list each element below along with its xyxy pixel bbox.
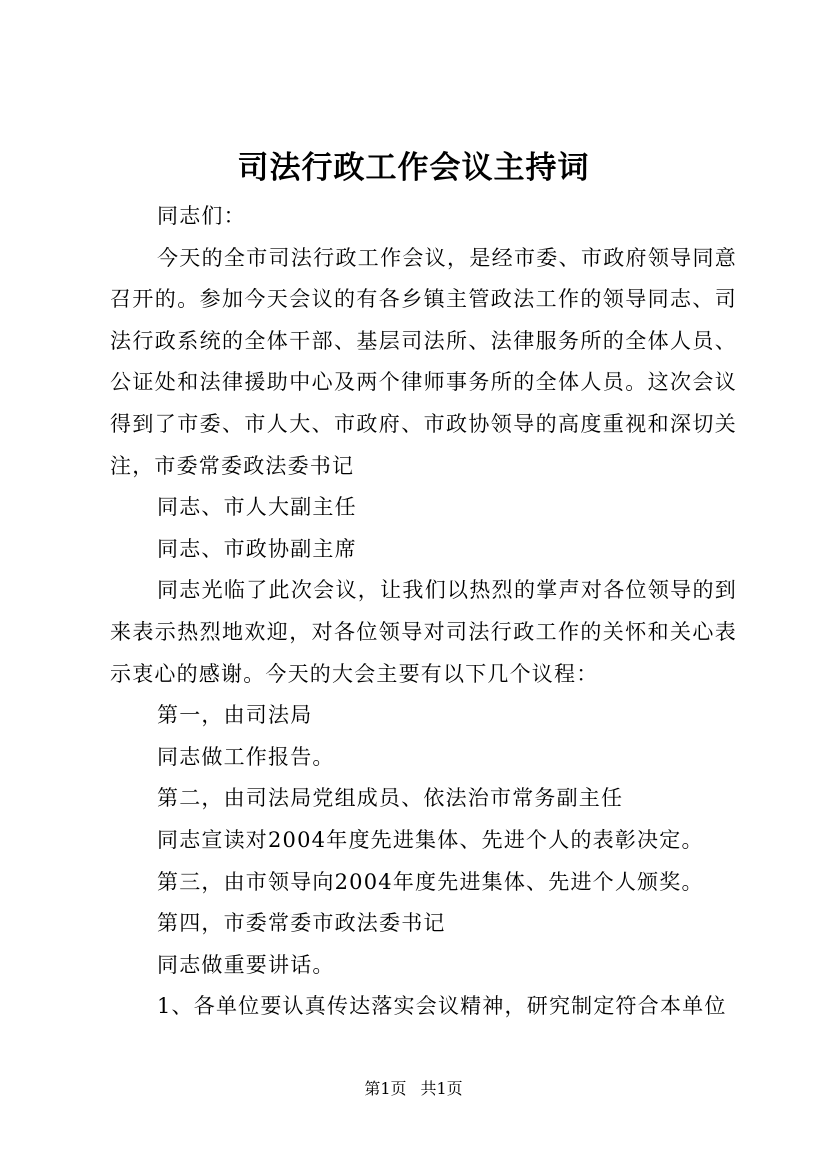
paragraph-opening: 今天的全市司法行政工作会议，是经市委、市政府领导同意召开的。参加今天会议的有各乡镇主管政法工作的领导同志、司法行政系统的全体干部、基层司法所、法律服务所的全体人员、公证处和法律援助中心及两个律师事务所的全体人员。这次会议得到了市委、市人大、市政府、市政协领导的高度重视和深切关注，市委常委政法委书记 [110,245,737,478]
agenda-item-4-detail: 同志做重要讲话。 [157,952,335,977]
page-total: 共1页 [420,1079,463,1098]
agenda-item-3: 第三，由市领导向2004年度先进集体、先进个人颁奖。 [157,869,704,894]
paragraph-greeting: 同志们： [157,204,246,228]
document-title: 司法行政工作会议主持词 [237,150,590,186]
agenda-item-1: 第一，由司法局 [157,703,313,728]
page-number: 第1页 [364,1079,407,1098]
document-body [110,196,737,1028]
list-item-1: 1、各单位要认真传达落实会议精神，研究制定符合本单位 [157,994,727,1019]
agenda-item-4: 第四，市委常委市政法委书记 [157,911,446,936]
paragraph-vice-director: 同志、市人大副主任 [157,495,357,520]
agenda-item-2-detail: 同志宣读对2004年度先进集体、先进个人的表彰决定。 [157,827,704,852]
paragraph-welcome: 同志光临了此次会议，让我们以热烈的掌声对各位领导的到来表示热烈地欢迎，对各位领导对司法行政工作的关怀和关心表示衷心的感谢。今天的大会主要有以下几个议程： [110,578,737,686]
page-footer [0,1078,827,1100]
agenda-item-1-detail: 同志做工作报告。 [157,744,335,769]
paragraph-vice-chairman: 同志、市政协副主席 [157,536,357,561]
agenda-item-2: 第二，由司法局党组成员、依法治市常务副主任 [157,786,624,811]
